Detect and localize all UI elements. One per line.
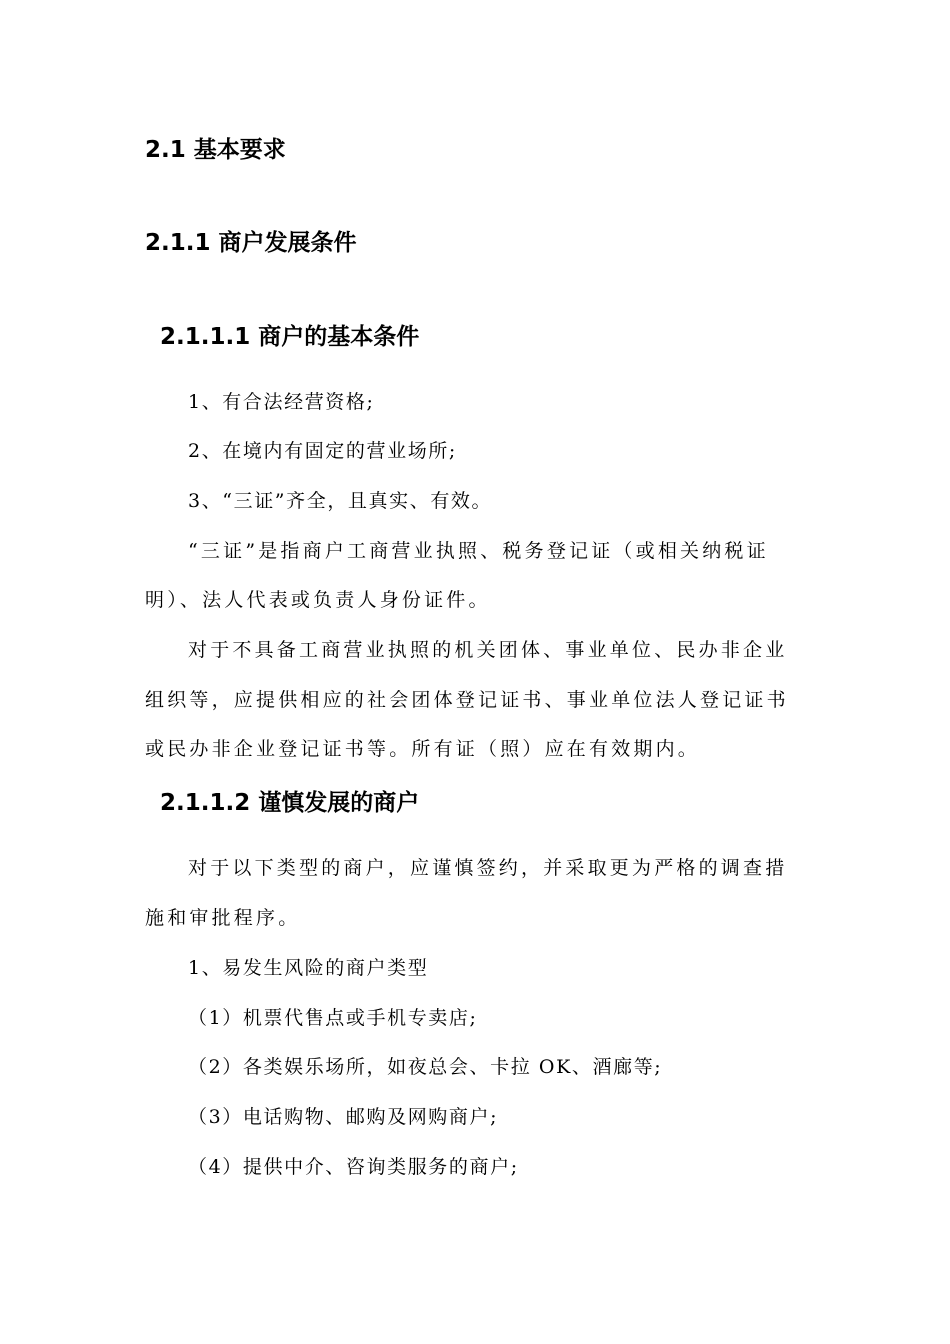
heading-2-1: 2.1 基本要求: [145, 137, 286, 163]
risk-item-2: （2）各类娱乐场所，如夜总会、卡拉 OK、酒廊等;: [188, 1056, 663, 1078]
risk-types-title: 1、易发生风险的商户类型: [188, 957, 429, 979]
no-license-line-1: 对于不具备工商营业执照的机关团体、事业单位、民办非企业: [188, 639, 788, 661]
cautious-intro-line-1: 对于以下类型的商户，应谨慎签约，并采取更为严格的调查措: [188, 857, 788, 879]
heading-2-1-1-2: 2.1.1.2 谨慎发展的商户: [160, 790, 420, 816]
risk-item-4: （4）提供中介、咨询类服务的商户;: [188, 1156, 519, 1178]
heading-2-1-1-1: 2.1.1.1 商户的基本条件: [160, 324, 420, 350]
risk-item-3: （3）电话购物、邮购及网购商户;: [188, 1106, 499, 1128]
heading-2-1-1: 2.1.1 商户发展条件: [145, 230, 357, 256]
three-certs-line-2: 明）、法人代表或负责人身份证件。: [145, 589, 491, 611]
condition-item-3: 3、“三证”齐全，且真实、有效。: [188, 490, 493, 512]
three-certs-line-1: “三证”是指商户工商营业执照、税务登记证（或相关纳税证: [188, 540, 769, 562]
no-license-line-2: 组织等，应提供相应的社会团体登记证书、事业单位法人登记证书: [145, 689, 789, 711]
risk-item-1: （1）机票代售点或手机专卖店;: [188, 1007, 478, 1029]
condition-item-1: 1、有合法经营资格;: [188, 391, 375, 413]
cautious-intro-line-2: 施和审批程序。: [145, 907, 301, 929]
condition-item-2: 2、在境内有固定的营业场所;: [188, 440, 457, 462]
no-license-line-3: 或民办非企业登记证书等。所有证（照）应在有效期内。: [145, 738, 701, 760]
